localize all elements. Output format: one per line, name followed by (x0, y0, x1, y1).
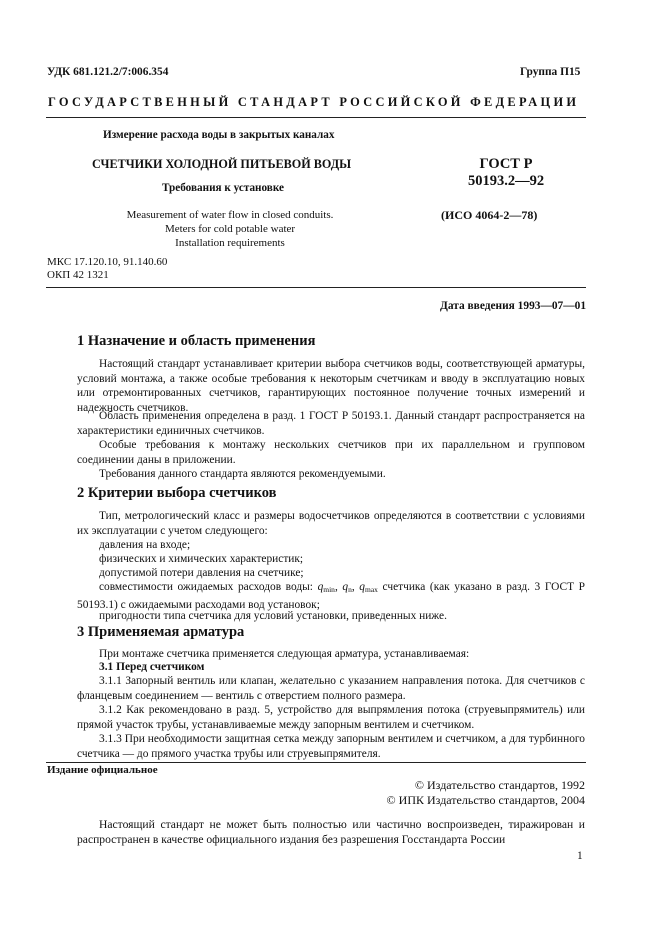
english-title-line-3: Installation requirements (175, 237, 285, 249)
section-2-list-item-5: пригодности типа счетчика для условий установки, приведенных ниже. (99, 610, 447, 622)
section-3-1-1: 3.1.1 Запорный вентиль или клапан, желательно с указанием направления потока. Для счетчиков с фланцевым соединением — вентиль с отверстием полного размера. (77, 675, 585, 702)
section-1-paragraph-3: Особые требования к монтажу нескольких счетчиков при их параллельном и групповом соединении даны в приложении. (77, 439, 585, 466)
q-max-subscript: max (365, 585, 378, 594)
section-2-list-item-2: физических и химических характеристик; (99, 553, 304, 565)
gost-number (462, 156, 550, 190)
org-title: ГОСУДАРСТВЕННЫЙ СТАНДАРТ РОССИЙСКОЙ ФЕДЕРАЦИИ (48, 95, 580, 109)
section-1-paragraph-2: Область применения определена в разд. 1 ГОСТ Р 50193.1. Данный стандарт распространяется на характеристики единичных счетчиков. (77, 410, 585, 437)
copyright-line-2: © ИПК Издательство стандартов, 2004 (386, 792, 585, 807)
section-1-paragraph-4: Требования данного стандарта являются рекомендуемыми. (99, 468, 386, 480)
gost-number-line-1: ГОСТ Р (479, 156, 533, 172)
copyright-line-1: © Издательство стандартов, 1992 (414, 778, 585, 792)
section-3-1-3: 3.1.3 При необходимости защитная сетка между запорным вентилем и счетчиком, а для турбинного счетчика — до прямого участка трубы или струевыпрямителя. (77, 733, 585, 760)
section-3-1-2: 3.1.2 Как рекомендовано в разд. 5, устройство для выпрямления потока (струевыпрямитель) или прямой участок трубы, устанавливаемые между запорным вентилем и счетчиком. (77, 704, 585, 731)
introduction-date: Дата введения 1993—07—01 (440, 300, 587, 312)
okp-code: ОКП 42 1321 (47, 269, 109, 281)
header-divider (46, 117, 586, 118)
q-n-symbol: q (342, 581, 349, 593)
mks-code: МКС 17.120.10, 91.140.60 (47, 256, 168, 268)
q-min-subscript: min (323, 585, 335, 594)
subject-line: Измерение расхода воды в закрытых каналах (103, 129, 335, 141)
section-2-paragraph-1: Тип, метрологический класс и размеры водосчетчиков определяются в соответствии с условиями их эксплуатации с учетом следующего: (77, 510, 585, 537)
section-2-heading: 2 Критерии выбора счетчиков (77, 485, 277, 501)
separator-comma: , (334, 581, 338, 593)
section-2-list-item-3: допустимой потери давления на счетчике; (99, 567, 304, 579)
q-n-subscript: n (348, 585, 352, 594)
group-code: Группа П15 (520, 66, 581, 78)
q-max-symbol: q (359, 581, 365, 593)
footer-divider (46, 762, 586, 763)
iso-reference: (ИСО 4064-2—78) (441, 208, 538, 222)
english-title-line-2: Meters for cold potable water (164, 223, 296, 235)
section-3-heading: 3 Применяемая арматура (77, 624, 245, 640)
document-subtitle: Требования к установке (162, 182, 284, 194)
q-min-symbol: q (317, 581, 324, 593)
english-title (100, 208, 360, 250)
classification-codes (47, 256, 167, 282)
codes-divider (46, 287, 586, 288)
flow-compatibility-lead: совместимости ожидаемых расходов воды: (99, 581, 313, 593)
copyright-block (360, 778, 585, 807)
section-1-paragraph-1: Настоящий стандарт устанавливает критерии выбора счетчиков воды, соответствующей арматуры, условий монтажа, а также особые требования к некоторым счетчикам и вводу в эксплуатацию новых или отремонтированных счетчиков, гарантирующих постоянное получение точных измерений и надежность счетчиков. (77, 358, 585, 414)
flow-compatibility-tail: счетчика (как указано в разд. 3 ГОСТ Р 50193.1) с ожидаемыми расходами вод установок; (77, 581, 585, 611)
gost-number-line-2: 50193.2—92 (467, 173, 545, 189)
reproduction-notice: Настоящий стандарт не может быть полностью или частично воспроизведен, тиражирован и распространен в качестве официального издания без разрешения Госстандарта России (77, 818, 585, 846)
edition-label: Издание официальное (47, 764, 158, 776)
section-3-1-heading: 3.1 Перед счетчиком (99, 661, 205, 673)
section-2-list-item-1: давления на входе; (99, 539, 191, 551)
udk-code: УДК 681.121.2/7:006.354 (47, 66, 169, 78)
page-number: 1 (577, 850, 583, 862)
section-2-list-item-4 (77, 580, 585, 612)
document-title: СЧЕТЧИКИ ХОЛОДНОЙ ПИТЬЕВОЙ ВОДЫ (92, 157, 352, 171)
separator-comma: , (351, 581, 355, 593)
section-3-paragraph-1: При монтаже счетчика применяется следующая арматура, устанавливаемая: (99, 648, 470, 660)
section-1-heading: 1 Назначение и область применения (77, 333, 316, 349)
english-title-line-1: Measurement of water flow in closed conduits. (126, 209, 334, 221)
